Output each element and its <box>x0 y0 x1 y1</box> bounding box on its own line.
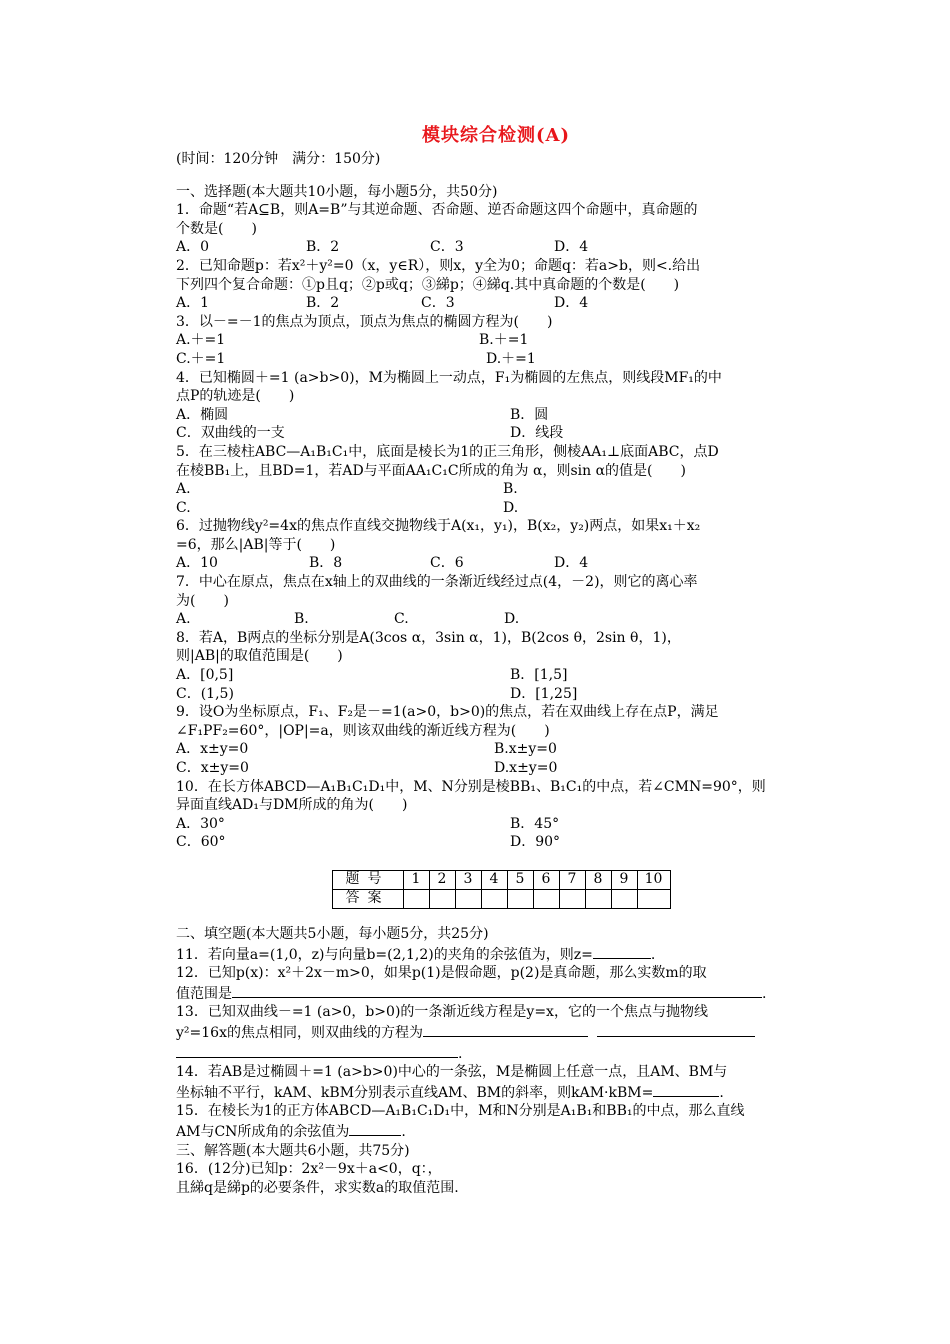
question-13-cont <box>176 1022 816 1043</box>
question-9-text-cont: ∠F₁PF₂=60°，|OP|=a，则该双曲线的渐近线方程为( ) <box>176 722 550 739</box>
option-b: B．[1,5] <box>510 667 568 684</box>
question-16-text: 16．(12分)已知p：2x²－9x＋a<0，q：， <box>176 1161 442 1178</box>
answer-blank[interactable] <box>176 1043 458 1058</box>
option-b: B.x±y=0 <box>494 741 557 758</box>
option-d: D．4 <box>554 295 589 312</box>
question-6-text: 6．过抛物线y²=4x的焦点作直线交抛物线于A(x₁，y₁)，B(x₂，y₂)两点，如果x₁＋x₂ <box>176 518 701 535</box>
option-b: B．2 <box>306 239 340 256</box>
option-c: C．6 <box>430 555 464 572</box>
option-d: D．[1,25] <box>510 685 578 702</box>
option-a: A．椭圆 <box>176 406 229 423</box>
option-d: D.x±y=0 <box>494 760 558 776</box>
option-d: D．4 <box>554 239 589 256</box>
option-a: A. <box>176 611 191 628</box>
question-14-text: 14．若AB是过椭圆＋=1 (a>b>0)中心的一条弦，M是椭圆上任意一点，且AM、BM与 <box>176 1064 728 1081</box>
question-5-text-cont: 在棱BB₁上，且BD=1，若AD与平面AA₁C₁C所成的角为 α，则sin α的值是( ) <box>176 462 686 479</box>
question-14-text-cont: 坐标轴不平行，kAM、kBM分别表示直线AM、BM的斜率，则kAM·kBM= <box>176 1084 654 1101</box>
question-8-text-cont: 则|AB|的取值范围是( ) <box>176 648 343 665</box>
option-c: C．60° <box>176 834 226 851</box>
option-a: A.＋=1 <box>176 332 226 349</box>
question-12-text: 12．已知p(x)：x²＋2x－m>0，如果p(1)是假命题，p(2)是真命题，那么实数m的取 <box>176 965 707 982</box>
question-10-options-row2 <box>176 833 816 852</box>
option-b: B. <box>503 481 518 498</box>
question-5-text: 5．在三棱柱ABC—A₁B₁C₁中，底面是棱长为1的正三角形，侧棱AA₁⊥底面ABC，点D <box>176 443 719 460</box>
question-11-text: 11．若向量a=(1,0，z)与向量b=(2,1,2)的夹角的余弦值为，则z= <box>176 946 593 963</box>
answer-cell[interactable] <box>559 889 585 908</box>
answer-blank[interactable] <box>653 1082 719 1097</box>
question-10-options-row1 <box>176 815 816 834</box>
option-d: D．线段 <box>510 425 564 442</box>
answer-cell[interactable] <box>585 889 611 908</box>
option-a: A．x±y=0 <box>176 741 249 758</box>
answer-blank[interactable] <box>232 983 762 998</box>
question-10-text-cont: 异面直线AD₁与DM所成的角为( ) <box>176 797 408 814</box>
option-c: C．x±y=0 <box>176 760 249 776</box>
table-cell-number: 7 <box>559 870 585 889</box>
question-15-text-cont: AM与CN所成角的余弦值为 <box>176 1123 350 1140</box>
question-5-options-row1 <box>176 480 816 499</box>
answer-cell[interactable] <box>533 889 559 908</box>
question-7-text-cont: 为( ) <box>176 592 229 609</box>
question-6-text-cont: =6，那么|AB|等于( ) <box>176 536 336 553</box>
option-d: D. <box>504 611 520 628</box>
question-3-options-row1 <box>176 331 816 350</box>
question-4-options-row2 <box>176 424 816 443</box>
question-2-text-cont: 下列四个复合命题：①p且q；②p或q；③綈p；④綈q.其中真命题的个数是( ) <box>176 276 680 293</box>
question-1-text-cont: 个数是( ) <box>176 220 257 237</box>
answer-cell[interactable] <box>429 889 455 908</box>
answer-blank[interactable] <box>349 1121 401 1136</box>
section-header-solution: 三、解答题(本大题共6小题，共75分) <box>176 1142 410 1159</box>
question-1-text: 1．命题“若A⊆B，则A=B”与其逆命题、否命题、逆否命题这四个命题中，真命题的 <box>176 202 698 219</box>
option-b: B.＋=1 <box>479 332 529 349</box>
table-cell-number: 8 <box>585 870 611 889</box>
option-c: C．3 <box>421 295 455 312</box>
table-cell-number: 9 <box>611 870 637 889</box>
option-c: C. <box>394 611 409 628</box>
question-16-text-cont: 且綈q是綈p的必要条件，求实数a的取值范围. <box>176 1179 459 1196</box>
answer-cell[interactable] <box>611 889 637 908</box>
question-4-text: 4．已知椭圆＋=1 (a>b>0)，M为椭圆上一动点，F₁为椭圆的左焦点，则线段MF₁的中 <box>176 369 722 386</box>
answer-cell[interactable] <box>637 889 670 908</box>
option-a: A．[0,5] <box>176 667 234 684</box>
table-cell-number: 1 <box>403 870 429 889</box>
table-header-number: 题号 <box>332 870 403 889</box>
option-d: D. <box>503 499 519 516</box>
table-header-answer: 答案 <box>332 889 403 908</box>
question-7-text: 7．中心在原点，焦点在x轴上的双曲线的一条渐近线经过点(4，－2)，则它的离心率 <box>176 574 698 591</box>
question-3-options-row2 <box>176 350 816 369</box>
question-10-text: 10．在长方体ABCD—A₁B₁C₁D₁中，M、N分别是棱BB₁、B₁C₁的中点，若∠CMN=90°，则 <box>176 778 766 795</box>
question-15-cont: AM与CN所成角的余弦值为 . <box>176 1121 816 1142</box>
table-cell-number: 10 <box>637 870 670 889</box>
option-b: B．45° <box>510 815 560 832</box>
answer-table-number-row <box>332 870 670 889</box>
question-9-options-row1 <box>176 740 816 759</box>
question-2-text: 2．已知命题p：若x²＋y²=0（x，y∈R），则x，y全为0；命题q：若a>b，则<.给出 <box>176 257 701 274</box>
option-c: C.＋=1 <box>176 350 226 367</box>
option-c: C．双曲线的一支 <box>176 425 285 442</box>
option-b: B．2 <box>306 295 340 312</box>
question-8-text: 8．若A，B两点的坐标分别是A(3cos α，3sin α，1)，B(2cos θ，2sin θ，1)， <box>176 629 681 646</box>
table-cell-number: 4 <box>481 870 507 889</box>
option-a: A．1 <box>176 295 210 312</box>
option-a: A. <box>176 481 191 498</box>
question-4-options-row1 <box>176 406 816 425</box>
option-a: A．0 <box>176 239 210 256</box>
answer-blank[interactable] <box>423 1022 588 1037</box>
question-12-cont: 值范围是 . <box>176 983 816 1004</box>
question-13-cont2: . <box>176 1043 816 1064</box>
table-cell-number: 3 <box>455 870 481 889</box>
document-page <box>176 124 816 1197</box>
question-9-text: 9．设O为坐标原点，F₁、F₂是－=1(a>0，b>0)的焦点，若在双曲线上存在点P，满足 <box>176 704 719 721</box>
option-c: C. <box>176 499 191 516</box>
option-b: B．圆 <box>510 406 549 423</box>
option-b: B．8 <box>309 555 343 572</box>
question-8-options-row2 <box>176 685 816 704</box>
question-6-options <box>176 554 816 573</box>
question-8-options-row1 <box>176 666 816 685</box>
answer-blank[interactable] <box>597 1022 755 1037</box>
section-header-fill: 二、填空题(本大题共5小题，每小题5分，共25分) <box>176 925 489 942</box>
option-c: C．3 <box>430 239 464 256</box>
answer-table <box>332 870 671 909</box>
question-12-text-cont: 值范围是 <box>176 985 232 1002</box>
table-cell-number: 2 <box>429 870 455 889</box>
page-title: 模块综合检测(A) <box>422 125 570 146</box>
option-b: B. <box>294 611 309 628</box>
answer-cell[interactable] <box>403 889 429 908</box>
option-a: A．30° <box>176 815 225 832</box>
option-d: D．4 <box>554 555 589 572</box>
question-13-text-cont: y²=16x的焦点相同，则双曲线的方程为 <box>176 1024 423 1041</box>
question-15-text: 15．在棱长为1的正方体ABCD—A₁B₁C₁D₁中，M和N分别是A₁B₁和BB₁的中点，那么直线 <box>176 1103 745 1120</box>
answer-cell[interactable] <box>507 889 533 908</box>
answer-cell[interactable] <box>455 889 481 908</box>
question-4-text-cont: 点P的轨迹是( ) <box>176 388 295 405</box>
option-d: D．90° <box>510 834 561 851</box>
question-11: 11．若向量a=(1,0，z)与向量b=(2,1,2)的夹角的余弦值为，则z= . <box>176 944 816 965</box>
question-3-text: 3．以－=－1的焦点为顶点，顶点为焦点的椭圆方程为( ) <box>176 313 553 330</box>
section-header-choice: 一、选择题(本大题共10小题，每小题5分，共50分) <box>176 183 498 200</box>
exam-meta: (时间：120分钟 满分：150分) <box>176 151 381 167</box>
question-14-cont: 坐标轴不平行，kAM、kBM分别表示直线AM、BM的斜率，则kAM·kBM= . <box>176 1082 816 1103</box>
question-5-options-row2 <box>176 499 816 518</box>
table-cell-number: 5 <box>507 870 533 889</box>
option-a: A．10 <box>176 555 218 572</box>
question-13-text: 13．已知双曲线－=1 (a>0，b>0)的一条渐近线方程是y=x，它的一个焦点与抛物线 <box>176 1004 708 1021</box>
question-7-options <box>176 610 816 629</box>
question-9-options-row2 <box>176 759 816 778</box>
table-cell-number: 6 <box>533 870 559 889</box>
question-1-options <box>176 238 816 257</box>
option-d: D.＋=1 <box>486 350 536 367</box>
question-2-options <box>176 294 816 313</box>
option-c: C．(1,5) <box>176 685 234 702</box>
answer-cell[interactable] <box>481 889 507 908</box>
answer-blank[interactable] <box>593 944 651 959</box>
answer-table-answer-row <box>332 889 670 908</box>
